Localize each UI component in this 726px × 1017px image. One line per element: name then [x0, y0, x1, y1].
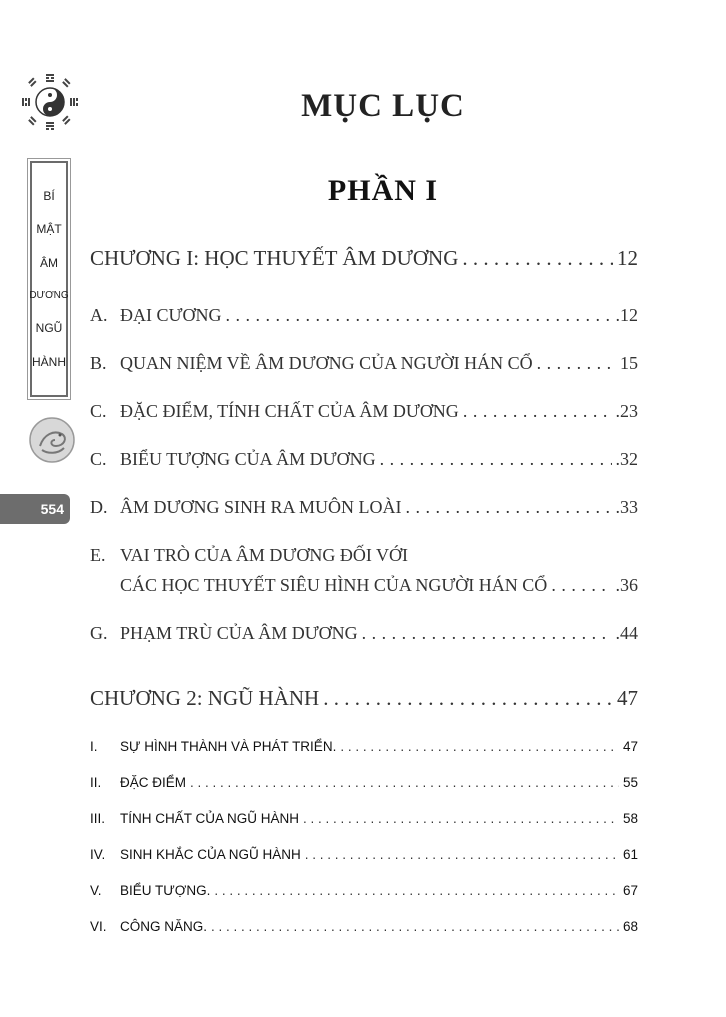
- dot-leader: [211, 919, 619, 934]
- side-title-word: NGŨ: [35, 321, 63, 336]
- entry-text: BIỂU TƯỢNG.: [120, 883, 211, 898]
- entry-text: ĐẠI CƯƠNG: [120, 305, 222, 325]
- toc-chapter-2[interactable]: [90, 686, 638, 711]
- dot-leader: [190, 775, 619, 790]
- toc-entry[interactable]: [90, 449, 638, 470]
- dot-leader: [362, 623, 612, 644]
- entry-label: VI.: [90, 919, 107, 934]
- entry-page: 67: [622, 883, 638, 898]
- toc-entry-line1[interactable]: [90, 545, 638, 566]
- chapter-page: 12: [617, 246, 638, 270]
- page-title: MỤC LỤC: [301, 88, 465, 124]
- dot-leader: [551, 575, 611, 596]
- entry-text: VAI TRÒ CỦA ÂM DƯƠNG ĐỐI VỚI: [120, 545, 408, 565]
- dot-leader: [340, 739, 619, 754]
- entry-text: ĐẶC ĐIỂM, TÍNH CHẤT CỦA ÂM DƯƠNG: [120, 401, 459, 421]
- dot-leader: [463, 401, 612, 422]
- toc-entry[interactable]: [90, 623, 638, 644]
- dot-leader: [380, 449, 612, 470]
- dot-leader: [303, 811, 619, 826]
- toc-subentry[interactable]: [90, 847, 638, 862]
- toc-entry[interactable]: [90, 353, 638, 374]
- entry-label: E.: [90, 545, 106, 565]
- entry-label: I.: [90, 739, 98, 754]
- toc-subentry[interactable]: [90, 811, 638, 826]
- dragon-medallion-icon: [28, 416, 76, 464]
- entry-label: C.: [90, 449, 107, 469]
- chapter-title: CHƯƠNG I: HỌC THUYẾT ÂM DƯƠNG: [90, 246, 459, 270]
- dot-leader: [305, 847, 619, 862]
- toc-chapter-1[interactable]: [90, 246, 638, 271]
- entry-label: III.: [90, 811, 106, 826]
- entry-page: 68: [622, 919, 638, 934]
- entry-text: BIỂU TƯỢNG CỦA ÂM DƯƠNG: [120, 449, 376, 469]
- entry-page: 58: [622, 811, 638, 826]
- entry-page: .32: [615, 449, 638, 469]
- entry-page: 47: [622, 739, 638, 754]
- chapter-page: 47: [617, 686, 638, 710]
- dot-leader: [405, 497, 611, 518]
- toc-subentry[interactable]: [90, 739, 638, 754]
- chapter-title: CHƯƠNG 2: NGŨ HÀNH: [90, 686, 320, 710]
- entry-label: G.: [90, 623, 108, 643]
- entry-text: PHẠM TRÙ CỦA ÂM DƯƠNG: [120, 623, 358, 643]
- page-number-tab: 554: [0, 494, 70, 524]
- dot-leader: [323, 686, 613, 711]
- entry-text: ĐẶC ĐIỂM: [120, 775, 187, 790]
- side-title-word: DƯƠNG: [29, 289, 69, 301]
- entry-label: II.: [90, 775, 102, 790]
- entry-text: QUAN NIỆM VỀ ÂM DƯƠNG CỦA NGƯỜI HÁN CỔ: [120, 353, 533, 373]
- toc-subentry[interactable]: [90, 883, 638, 898]
- entry-label: D.: [90, 497, 108, 517]
- entry-page: .12: [615, 305, 638, 325]
- toc-entry[interactable]: [90, 401, 638, 422]
- entry-text: CÔNG NĂNG.: [120, 919, 208, 934]
- entry-text: TÍNH CHẤT CỦA NGŨ HÀNH: [120, 811, 300, 826]
- entry-label: A.: [90, 305, 108, 325]
- entry-page: .44: [615, 623, 638, 643]
- side-title-word: MẬT: [36, 222, 62, 237]
- entry-label: B.: [90, 353, 107, 373]
- toc-entry[interactable]: [90, 305, 638, 326]
- dot-leader: [537, 353, 616, 374]
- entry-page: .23: [615, 401, 638, 421]
- entry-page: .36: [615, 575, 638, 595]
- entry-page: 61: [622, 847, 638, 862]
- side-title-word: ÂM: [40, 256, 58, 271]
- entry-page: .33: [615, 497, 638, 517]
- entry-label: V.: [90, 883, 102, 898]
- entry-text: SỰ HÌNH THÀNH VÀ PHÁT TRIỂN.: [120, 739, 337, 754]
- entry-page: 15: [620, 353, 638, 373]
- dot-leader: [214, 883, 619, 898]
- dot-leader: [462, 246, 613, 271]
- entry-text: SINH KHẮC CỦA NGŨ HÀNH: [120, 847, 301, 862]
- dot-leader: [225, 305, 611, 326]
- side-title-word: HÀNH: [32, 355, 67, 370]
- part-heading: PHẦN I: [327, 174, 439, 207]
- toc-subentry[interactable]: [90, 775, 638, 790]
- toc-subentry[interactable]: [90, 919, 638, 934]
- entry-page: 55: [622, 775, 638, 790]
- entry-text-continued: CÁC HỌC THUYẾT SIÊU HÌNH CỦA NGƯỜI HÁN CỔ: [120, 575, 548, 595]
- entry-label: IV.: [90, 847, 106, 862]
- side-title-word: BÍ: [43, 188, 55, 203]
- toc-entry[interactable]: [90, 497, 638, 518]
- entry-text: ÂM DƯƠNG SINH RA MUÔN LOÀI: [120, 497, 402, 517]
- toc-entry[interactable]: [90, 575, 638, 596]
- entry-label: C.: [90, 401, 107, 421]
